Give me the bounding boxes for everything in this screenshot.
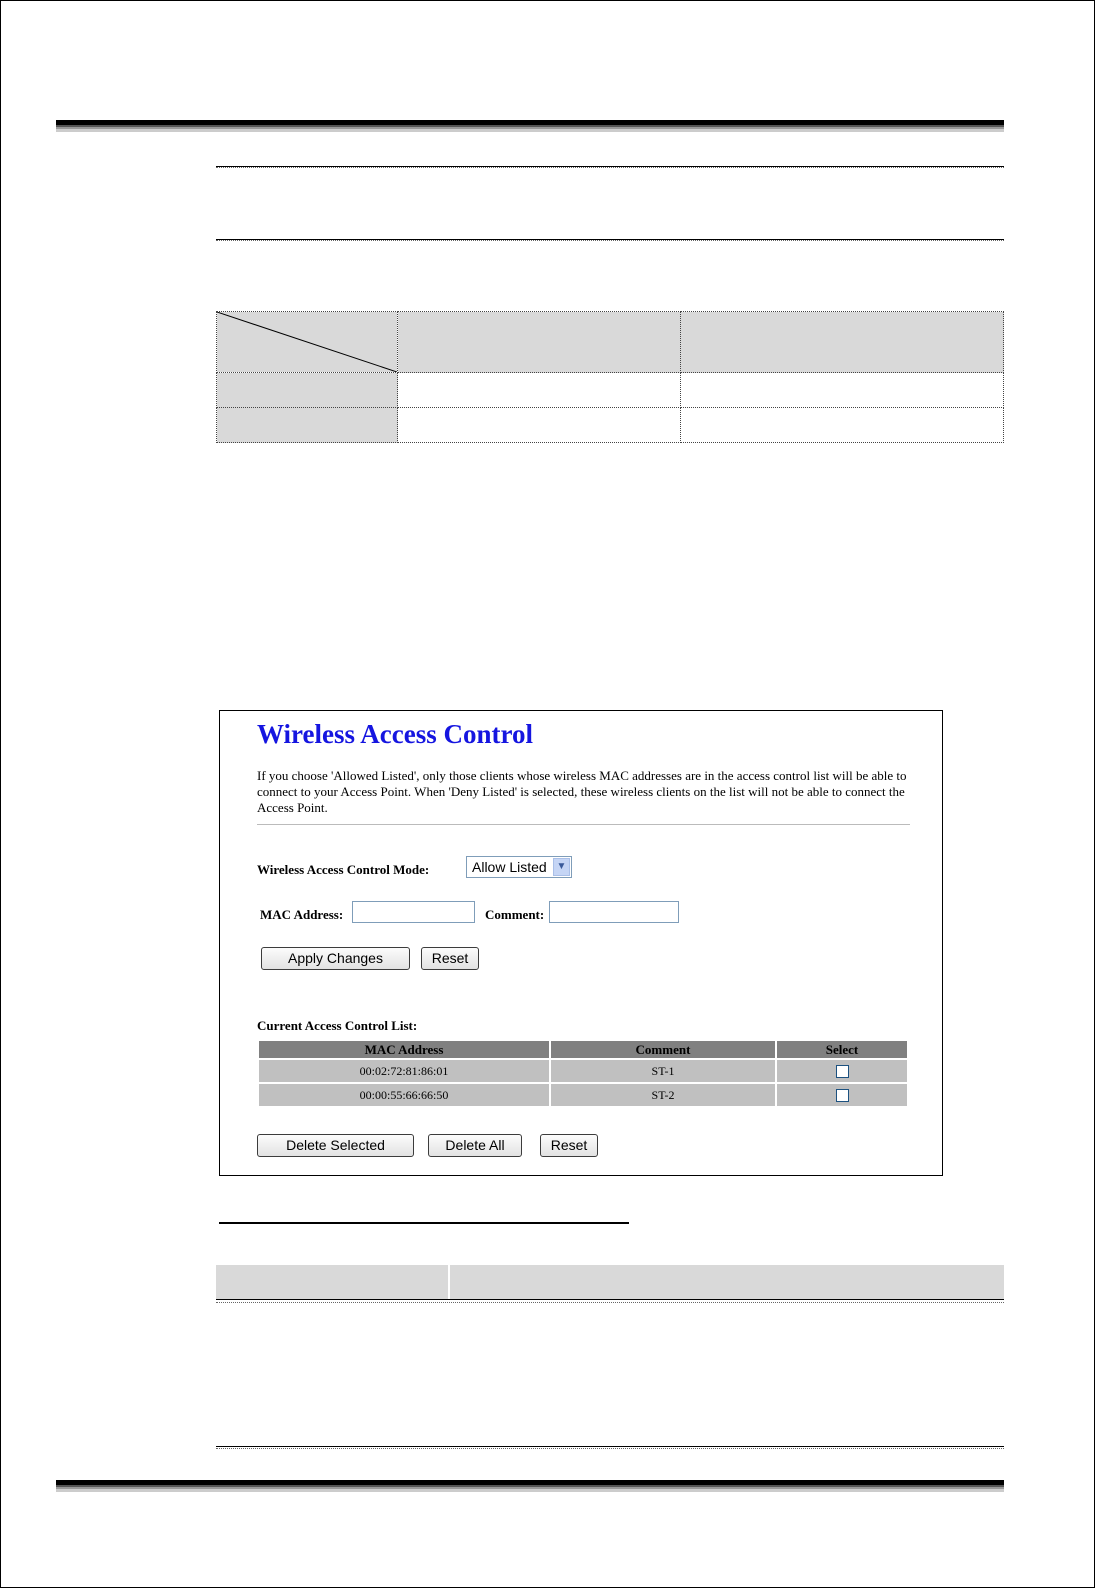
doc-table-2-header-cell xyxy=(216,1265,448,1299)
select-cell xyxy=(777,1060,907,1082)
doc-table-2-rule xyxy=(216,1299,1004,1300)
mac-address-input[interactable] xyxy=(352,901,475,923)
doc-table xyxy=(216,311,1004,443)
reset-button[interactable]: Reset xyxy=(421,947,479,970)
doc-table-cell xyxy=(398,408,681,443)
comment-input[interactable] xyxy=(549,901,679,923)
doc-table-cell xyxy=(681,408,1004,443)
divider xyxy=(257,824,910,825)
doc-table-corner-cell xyxy=(217,312,398,373)
select-checkbox[interactable] xyxy=(836,1065,849,1078)
column-header-comment: Comment xyxy=(551,1041,775,1058)
doc-table-2-header-cell xyxy=(450,1265,1004,1299)
reset-list-button[interactable]: Reset xyxy=(540,1134,598,1157)
select-cell xyxy=(777,1084,907,1106)
column-header-select: Select xyxy=(777,1041,907,1058)
doc-table-row-label xyxy=(217,373,398,408)
select-checkbox[interactable] xyxy=(836,1089,849,1102)
mac-address-label: MAC Address: xyxy=(260,907,344,922)
diagonal-line xyxy=(217,312,397,372)
doc-table-2-bottom-rule-dotted xyxy=(216,1448,1004,1449)
table-row xyxy=(259,1060,907,1082)
header-rule xyxy=(56,120,1004,132)
footer-rule xyxy=(56,1480,1004,1492)
caption-rule xyxy=(219,1222,629,1224)
doc-table-header-cell xyxy=(681,312,1004,373)
access-control-mode-select[interactable] xyxy=(466,856,572,878)
doc-table-2-bottom-rule xyxy=(216,1446,1004,1447)
comment-cell: ST-2 xyxy=(551,1084,775,1106)
delete-all-button[interactable]: Delete All xyxy=(428,1134,522,1157)
access-control-table xyxy=(257,1039,909,1108)
mode-label: Wireless Access Control Mode: xyxy=(257,862,430,877)
page-description: If you choose 'Allowed Listed', only those clients whose wireless MAC addresses are in the access control list will be able to connect to your Access Point. When 'Deny Listed' is selected, these wireless clients on the list will not be able to connect the Access Point. xyxy=(257,768,907,815)
doc-table-row-label xyxy=(217,408,398,443)
doc-table-header-cell xyxy=(398,312,681,373)
section-rule-top-dotted xyxy=(216,167,1004,168)
apply-changes-button[interactable]: Apply Changes xyxy=(261,947,410,970)
comment-label: Comment: xyxy=(485,907,545,922)
section-rule-bottom-dotted xyxy=(216,240,1004,241)
page-title: Wireless Access Control xyxy=(257,719,533,749)
column-header-mac: MAC Address xyxy=(259,1041,549,1058)
doc-table-cell xyxy=(398,373,681,408)
mac-cell: 00:00:55:66:66:50 xyxy=(259,1084,549,1106)
table-row xyxy=(259,1084,907,1106)
doc-table-cell xyxy=(681,373,1004,408)
doc-table-2-rule-dotted xyxy=(216,1302,1004,1303)
list-title: Current Access Control List: xyxy=(257,1018,418,1033)
access-control-mode-value: Allow Listed xyxy=(472,859,547,875)
wireless-access-control-panel xyxy=(219,710,943,1176)
chevron-down-icon[interactable]: ▼ xyxy=(553,858,570,876)
delete-selected-button[interactable]: Delete Selected xyxy=(257,1134,414,1157)
comment-cell: ST-1 xyxy=(551,1060,775,1082)
mac-cell: 00:02:72:81:86:01 xyxy=(259,1060,549,1082)
